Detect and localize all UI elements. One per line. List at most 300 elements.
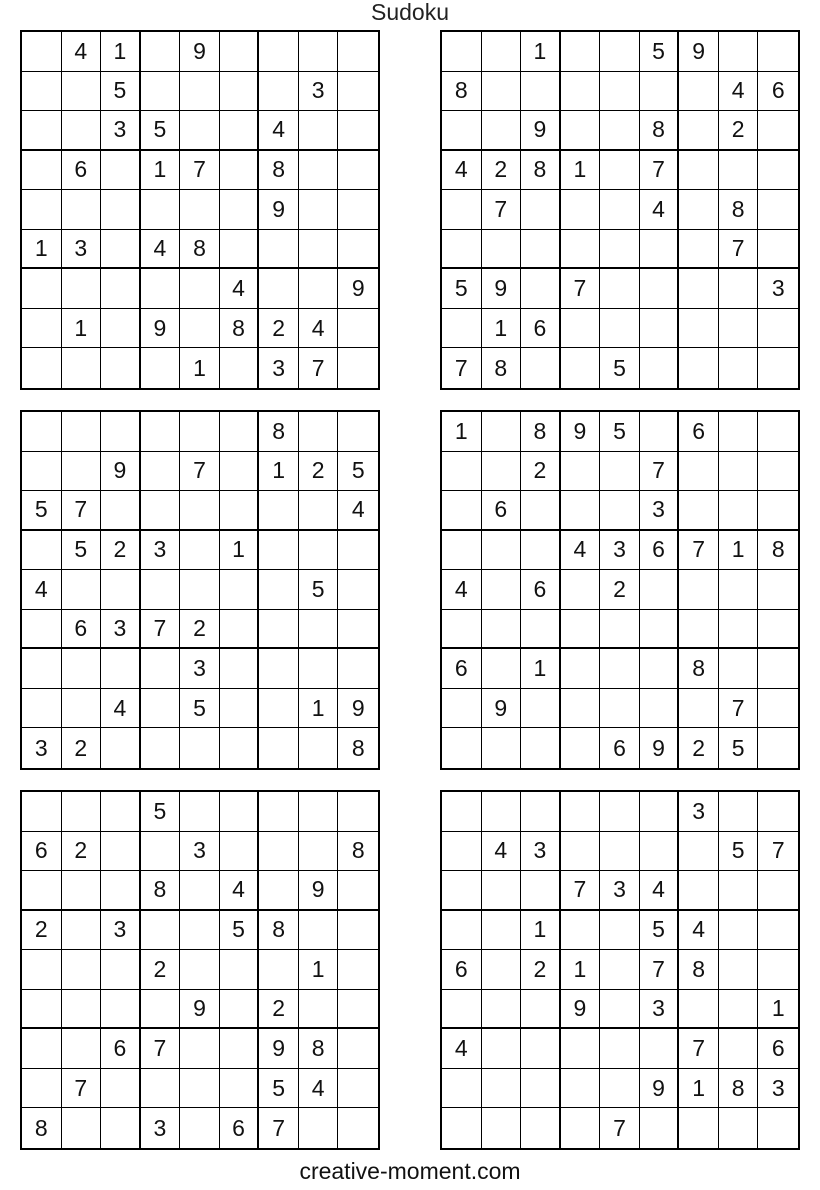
empty-cell[interactable] (719, 570, 759, 610)
empty-cell[interactable] (758, 689, 798, 729)
empty-cell[interactable] (521, 728, 561, 768)
empty-cell[interactable] (758, 1108, 798, 1148)
empty-cell[interactable] (521, 871, 561, 911)
empty-cell[interactable] (62, 689, 102, 729)
empty-cell[interactable] (259, 230, 299, 270)
empty-cell[interactable] (62, 950, 102, 990)
empty-cell[interactable] (561, 689, 601, 729)
empty-cell[interactable] (679, 111, 719, 151)
empty-cell[interactable] (22, 452, 62, 492)
empty-cell[interactable] (561, 491, 601, 531)
empty-cell[interactable] (561, 649, 601, 689)
empty-cell[interactable] (758, 348, 798, 388)
empty-cell[interactable] (758, 950, 798, 990)
empty-cell[interactable] (679, 1108, 719, 1148)
empty-cell[interactable] (758, 151, 798, 191)
empty-cell[interactable] (299, 792, 339, 832)
empty-cell[interactable] (442, 610, 482, 650)
empty-cell[interactable] (679, 452, 719, 492)
empty-cell[interactable] (22, 871, 62, 911)
empty-cell[interactable] (180, 570, 220, 610)
empty-cell[interactable] (101, 792, 141, 832)
empty-cell[interactable] (299, 230, 339, 270)
empty-cell[interactable] (62, 452, 102, 492)
empty-cell[interactable] (299, 1108, 339, 1148)
empty-cell[interactable] (220, 32, 260, 72)
empty-cell[interactable] (180, 950, 220, 990)
empty-cell[interactable] (679, 72, 719, 112)
empty-cell[interactable] (299, 412, 339, 452)
empty-cell[interactable] (22, 531, 62, 571)
empty-cell[interactable] (600, 792, 640, 832)
empty-cell[interactable] (679, 491, 719, 531)
empty-cell[interactable] (62, 1108, 102, 1148)
empty-cell[interactable] (482, 1029, 522, 1069)
empty-cell[interactable] (338, 871, 378, 911)
empty-cell[interactable] (442, 990, 482, 1030)
empty-cell[interactable] (640, 832, 680, 872)
empty-cell[interactable] (442, 491, 482, 531)
empty-cell[interactable] (101, 728, 141, 768)
empty-cell[interactable] (259, 491, 299, 531)
empty-cell[interactable] (338, 610, 378, 650)
empty-cell[interactable] (758, 412, 798, 452)
empty-cell[interactable] (141, 570, 181, 610)
empty-cell[interactable] (600, 309, 640, 349)
empty-cell[interactable] (62, 348, 102, 388)
empty-cell[interactable] (101, 1108, 141, 1148)
empty-cell[interactable] (521, 792, 561, 832)
empty-cell[interactable] (338, 412, 378, 452)
empty-cell[interactable] (521, 1029, 561, 1069)
empty-cell[interactable] (482, 452, 522, 492)
empty-cell[interactable] (180, 911, 220, 951)
empty-cell[interactable] (101, 309, 141, 349)
empty-cell[interactable] (561, 1029, 601, 1069)
empty-cell[interactable] (482, 531, 522, 571)
empty-cell[interactable] (442, 190, 482, 230)
empty-cell[interactable] (180, 1108, 220, 1148)
empty-cell[interactable] (22, 348, 62, 388)
empty-cell[interactable] (600, 990, 640, 1030)
empty-cell[interactable] (442, 531, 482, 571)
empty-cell[interactable] (22, 111, 62, 151)
empty-cell[interactable] (338, 151, 378, 191)
empty-cell[interactable] (22, 190, 62, 230)
empty-cell[interactable] (141, 452, 181, 492)
empty-cell[interactable] (141, 990, 181, 1030)
empty-cell[interactable] (600, 230, 640, 270)
empty-cell[interactable] (141, 190, 181, 230)
empty-cell[interactable] (220, 412, 260, 452)
empty-cell[interactable] (679, 151, 719, 191)
empty-cell[interactable] (561, 72, 601, 112)
empty-cell[interactable] (62, 871, 102, 911)
empty-cell[interactable] (482, 570, 522, 610)
empty-cell[interactable] (259, 32, 299, 72)
empty-cell[interactable] (600, 151, 640, 191)
empty-cell[interactable] (101, 190, 141, 230)
empty-cell[interactable] (482, 950, 522, 990)
empty-cell[interactable] (640, 1108, 680, 1148)
empty-cell[interactable] (640, 348, 680, 388)
empty-cell[interactable] (482, 230, 522, 270)
empty-cell[interactable] (640, 72, 680, 112)
empty-cell[interactable] (640, 309, 680, 349)
empty-cell[interactable] (299, 911, 339, 951)
empty-cell[interactable] (521, 1069, 561, 1109)
empty-cell[interactable] (22, 412, 62, 452)
empty-cell[interactable] (482, 1108, 522, 1148)
empty-cell[interactable] (521, 990, 561, 1030)
empty-cell[interactable] (600, 452, 640, 492)
empty-cell[interactable] (442, 832, 482, 872)
empty-cell[interactable] (758, 610, 798, 650)
empty-cell[interactable] (101, 230, 141, 270)
empty-cell[interactable] (338, 1108, 378, 1148)
empty-cell[interactable] (338, 950, 378, 990)
empty-cell[interactable] (482, 72, 522, 112)
empty-cell[interactable] (521, 190, 561, 230)
empty-cell[interactable] (220, 832, 260, 872)
empty-cell[interactable] (561, 1069, 601, 1109)
empty-cell[interactable] (719, 269, 759, 309)
empty-cell[interactable] (758, 32, 798, 72)
empty-cell[interactable] (482, 412, 522, 452)
empty-cell[interactable] (521, 72, 561, 112)
empty-cell[interactable] (442, 689, 482, 729)
empty-cell[interactable] (442, 728, 482, 768)
empty-cell[interactable] (141, 728, 181, 768)
empty-cell[interactable] (338, 531, 378, 571)
empty-cell[interactable] (220, 348, 260, 388)
empty-cell[interactable] (600, 1069, 640, 1109)
empty-cell[interactable] (220, 792, 260, 832)
empty-cell[interactable] (338, 32, 378, 72)
empty-cell[interactable] (338, 792, 378, 832)
empty-cell[interactable] (442, 1108, 482, 1148)
empty-cell[interactable] (561, 610, 601, 650)
empty-cell[interactable] (758, 649, 798, 689)
empty-cell[interactable] (62, 111, 102, 151)
empty-cell[interactable] (299, 151, 339, 191)
empty-cell[interactable] (758, 190, 798, 230)
empty-cell[interactable] (758, 230, 798, 270)
empty-cell[interactable] (180, 72, 220, 112)
empty-cell[interactable] (22, 610, 62, 650)
empty-cell[interactable] (719, 649, 759, 689)
empty-cell[interactable] (259, 610, 299, 650)
empty-cell[interactable] (600, 649, 640, 689)
empty-cell[interactable] (259, 269, 299, 309)
empty-cell[interactable] (62, 412, 102, 452)
empty-cell[interactable] (299, 990, 339, 1030)
empty-cell[interactable] (679, 832, 719, 872)
empty-cell[interactable] (758, 452, 798, 492)
empty-cell[interactable] (521, 230, 561, 270)
empty-cell[interactable] (259, 72, 299, 112)
empty-cell[interactable] (259, 871, 299, 911)
empty-cell[interactable] (141, 32, 181, 72)
empty-cell[interactable] (561, 728, 601, 768)
empty-cell[interactable] (758, 871, 798, 911)
empty-cell[interactable] (561, 570, 601, 610)
empty-cell[interactable] (101, 151, 141, 191)
empty-cell[interactable] (640, 689, 680, 729)
empty-cell[interactable] (101, 649, 141, 689)
empty-cell[interactable] (521, 348, 561, 388)
empty-cell[interactable] (758, 911, 798, 951)
empty-cell[interactable] (62, 911, 102, 951)
empty-cell[interactable] (338, 1029, 378, 1069)
empty-cell[interactable] (180, 792, 220, 832)
empty-cell[interactable] (62, 269, 102, 309)
empty-cell[interactable] (719, 911, 759, 951)
empty-cell[interactable] (101, 990, 141, 1030)
empty-cell[interactable] (640, 230, 680, 270)
empty-cell[interactable] (482, 871, 522, 911)
empty-cell[interactable] (259, 649, 299, 689)
empty-cell[interactable] (758, 111, 798, 151)
empty-cell[interactable] (220, 570, 260, 610)
empty-cell[interactable] (101, 348, 141, 388)
empty-cell[interactable] (22, 950, 62, 990)
empty-cell[interactable] (482, 32, 522, 72)
empty-cell[interactable] (482, 111, 522, 151)
empty-cell[interactable] (180, 531, 220, 571)
empty-cell[interactable] (338, 911, 378, 951)
empty-cell[interactable] (600, 111, 640, 151)
empty-cell[interactable] (442, 32, 482, 72)
empty-cell[interactable] (719, 871, 759, 911)
empty-cell[interactable] (640, 610, 680, 650)
empty-cell[interactable] (521, 531, 561, 571)
empty-cell[interactable] (220, 950, 260, 990)
empty-cell[interactable] (758, 491, 798, 531)
empty-cell[interactable] (640, 792, 680, 832)
empty-cell[interactable] (521, 1108, 561, 1148)
empty-cell[interactable] (719, 151, 759, 191)
empty-cell[interactable] (299, 491, 339, 531)
empty-cell[interactable] (220, 1029, 260, 1069)
empty-cell[interactable] (679, 348, 719, 388)
empty-cell[interactable] (600, 832, 640, 872)
empty-cell[interactable] (482, 1069, 522, 1109)
empty-cell[interactable] (561, 111, 601, 151)
empty-cell[interactable] (719, 990, 759, 1030)
empty-cell[interactable] (141, 72, 181, 112)
empty-cell[interactable] (22, 32, 62, 72)
empty-cell[interactable] (180, 1029, 220, 1069)
empty-cell[interactable] (600, 491, 640, 531)
empty-cell[interactable] (180, 728, 220, 768)
empty-cell[interactable] (719, 950, 759, 990)
empty-cell[interactable] (719, 1029, 759, 1069)
empty-cell[interactable] (679, 309, 719, 349)
empty-cell[interactable] (600, 32, 640, 72)
empty-cell[interactable] (62, 1029, 102, 1069)
empty-cell[interactable] (482, 792, 522, 832)
empty-cell[interactable] (600, 610, 640, 650)
empty-cell[interactable] (442, 871, 482, 911)
empty-cell[interactable] (141, 348, 181, 388)
empty-cell[interactable] (679, 230, 719, 270)
empty-cell[interactable] (62, 72, 102, 112)
empty-cell[interactable] (62, 990, 102, 1030)
empty-cell[interactable] (299, 269, 339, 309)
empty-cell[interactable] (758, 728, 798, 768)
empty-cell[interactable] (600, 689, 640, 729)
empty-cell[interactable] (719, 412, 759, 452)
empty-cell[interactable] (561, 1108, 601, 1148)
empty-cell[interactable] (338, 990, 378, 1030)
empty-cell[interactable] (22, 309, 62, 349)
empty-cell[interactable] (220, 990, 260, 1030)
empty-cell[interactable] (141, 911, 181, 951)
empty-cell[interactable] (220, 728, 260, 768)
empty-cell[interactable] (338, 1069, 378, 1109)
empty-cell[interactable] (141, 649, 181, 689)
empty-cell[interactable] (640, 1029, 680, 1069)
empty-cell[interactable] (521, 610, 561, 650)
empty-cell[interactable] (62, 570, 102, 610)
empty-cell[interactable] (561, 832, 601, 872)
empty-cell[interactable] (719, 491, 759, 531)
empty-cell[interactable] (220, 72, 260, 112)
empty-cell[interactable] (220, 491, 260, 531)
site-footer-link[interactable]: creative-moment.com (299, 1158, 521, 1184)
empty-cell[interactable] (22, 269, 62, 309)
empty-cell[interactable] (719, 452, 759, 492)
empty-cell[interactable] (719, 309, 759, 349)
empty-cell[interactable] (640, 269, 680, 309)
empty-cell[interactable] (600, 1029, 640, 1069)
empty-cell[interactable] (62, 190, 102, 230)
empty-cell[interactable] (338, 111, 378, 151)
empty-cell[interactable] (22, 792, 62, 832)
empty-cell[interactable] (141, 1069, 181, 1109)
empty-cell[interactable] (299, 649, 339, 689)
empty-cell[interactable] (338, 190, 378, 230)
empty-cell[interactable] (141, 412, 181, 452)
empty-cell[interactable] (640, 649, 680, 689)
empty-cell[interactable] (180, 269, 220, 309)
empty-cell[interactable] (719, 32, 759, 72)
empty-cell[interactable] (482, 990, 522, 1030)
empty-cell[interactable] (22, 1069, 62, 1109)
empty-cell[interactable] (299, 111, 339, 151)
empty-cell[interactable] (600, 72, 640, 112)
empty-cell[interactable] (561, 348, 601, 388)
empty-cell[interactable] (101, 491, 141, 531)
empty-cell[interactable] (220, 111, 260, 151)
empty-cell[interactable] (561, 452, 601, 492)
empty-cell[interactable] (719, 348, 759, 388)
empty-cell[interactable] (442, 309, 482, 349)
empty-cell[interactable] (299, 190, 339, 230)
empty-cell[interactable] (220, 649, 260, 689)
empty-cell[interactable] (600, 950, 640, 990)
empty-cell[interactable] (180, 412, 220, 452)
empty-cell[interactable] (101, 950, 141, 990)
empty-cell[interactable] (141, 689, 181, 729)
empty-cell[interactable] (640, 412, 680, 452)
empty-cell[interactable] (758, 309, 798, 349)
empty-cell[interactable] (259, 728, 299, 768)
empty-cell[interactable] (220, 689, 260, 729)
empty-cell[interactable] (640, 570, 680, 610)
empty-cell[interactable] (180, 871, 220, 911)
empty-cell[interactable] (22, 689, 62, 729)
empty-cell[interactable] (259, 689, 299, 729)
empty-cell[interactable] (259, 792, 299, 832)
empty-cell[interactable] (259, 570, 299, 610)
empty-cell[interactable] (679, 570, 719, 610)
empty-cell[interactable] (679, 269, 719, 309)
empty-cell[interactable] (719, 1108, 759, 1148)
empty-cell[interactable] (338, 649, 378, 689)
empty-cell[interactable] (561, 190, 601, 230)
empty-cell[interactable] (482, 649, 522, 689)
empty-cell[interactable] (482, 728, 522, 768)
empty-cell[interactable] (180, 190, 220, 230)
empty-cell[interactable] (442, 911, 482, 951)
empty-cell[interactable] (220, 190, 260, 230)
empty-cell[interactable] (758, 570, 798, 610)
empty-cell[interactable] (299, 531, 339, 571)
empty-cell[interactable] (521, 689, 561, 729)
empty-cell[interactable] (679, 190, 719, 230)
empty-cell[interactable] (442, 792, 482, 832)
empty-cell[interactable] (220, 610, 260, 650)
empty-cell[interactable] (22, 1029, 62, 1069)
empty-cell[interactable] (561, 309, 601, 349)
empty-cell[interactable] (220, 1069, 260, 1109)
empty-cell[interactable] (299, 32, 339, 72)
empty-cell[interactable] (521, 269, 561, 309)
empty-cell[interactable] (180, 309, 220, 349)
empty-cell[interactable] (600, 269, 640, 309)
empty-cell[interactable] (101, 1069, 141, 1109)
empty-cell[interactable] (101, 570, 141, 610)
empty-cell[interactable] (22, 151, 62, 191)
empty-cell[interactable] (220, 230, 260, 270)
empty-cell[interactable] (101, 269, 141, 309)
empty-cell[interactable] (220, 151, 260, 191)
empty-cell[interactable] (338, 309, 378, 349)
empty-cell[interactable] (338, 72, 378, 112)
empty-cell[interactable] (259, 832, 299, 872)
empty-cell[interactable] (141, 832, 181, 872)
empty-cell[interactable] (442, 230, 482, 270)
empty-cell[interactable] (679, 871, 719, 911)
empty-cell[interactable] (22, 649, 62, 689)
empty-cell[interactable] (141, 269, 181, 309)
empty-cell[interactable] (679, 689, 719, 729)
empty-cell[interactable] (442, 452, 482, 492)
empty-cell[interactable] (22, 72, 62, 112)
empty-cell[interactable] (600, 911, 640, 951)
empty-cell[interactable] (442, 111, 482, 151)
empty-cell[interactable] (299, 832, 339, 872)
empty-cell[interactable] (338, 230, 378, 270)
empty-cell[interactable] (338, 348, 378, 388)
empty-cell[interactable] (101, 871, 141, 911)
empty-cell[interactable] (561, 32, 601, 72)
empty-cell[interactable] (561, 911, 601, 951)
empty-cell[interactable] (758, 792, 798, 832)
empty-cell[interactable] (22, 990, 62, 1030)
